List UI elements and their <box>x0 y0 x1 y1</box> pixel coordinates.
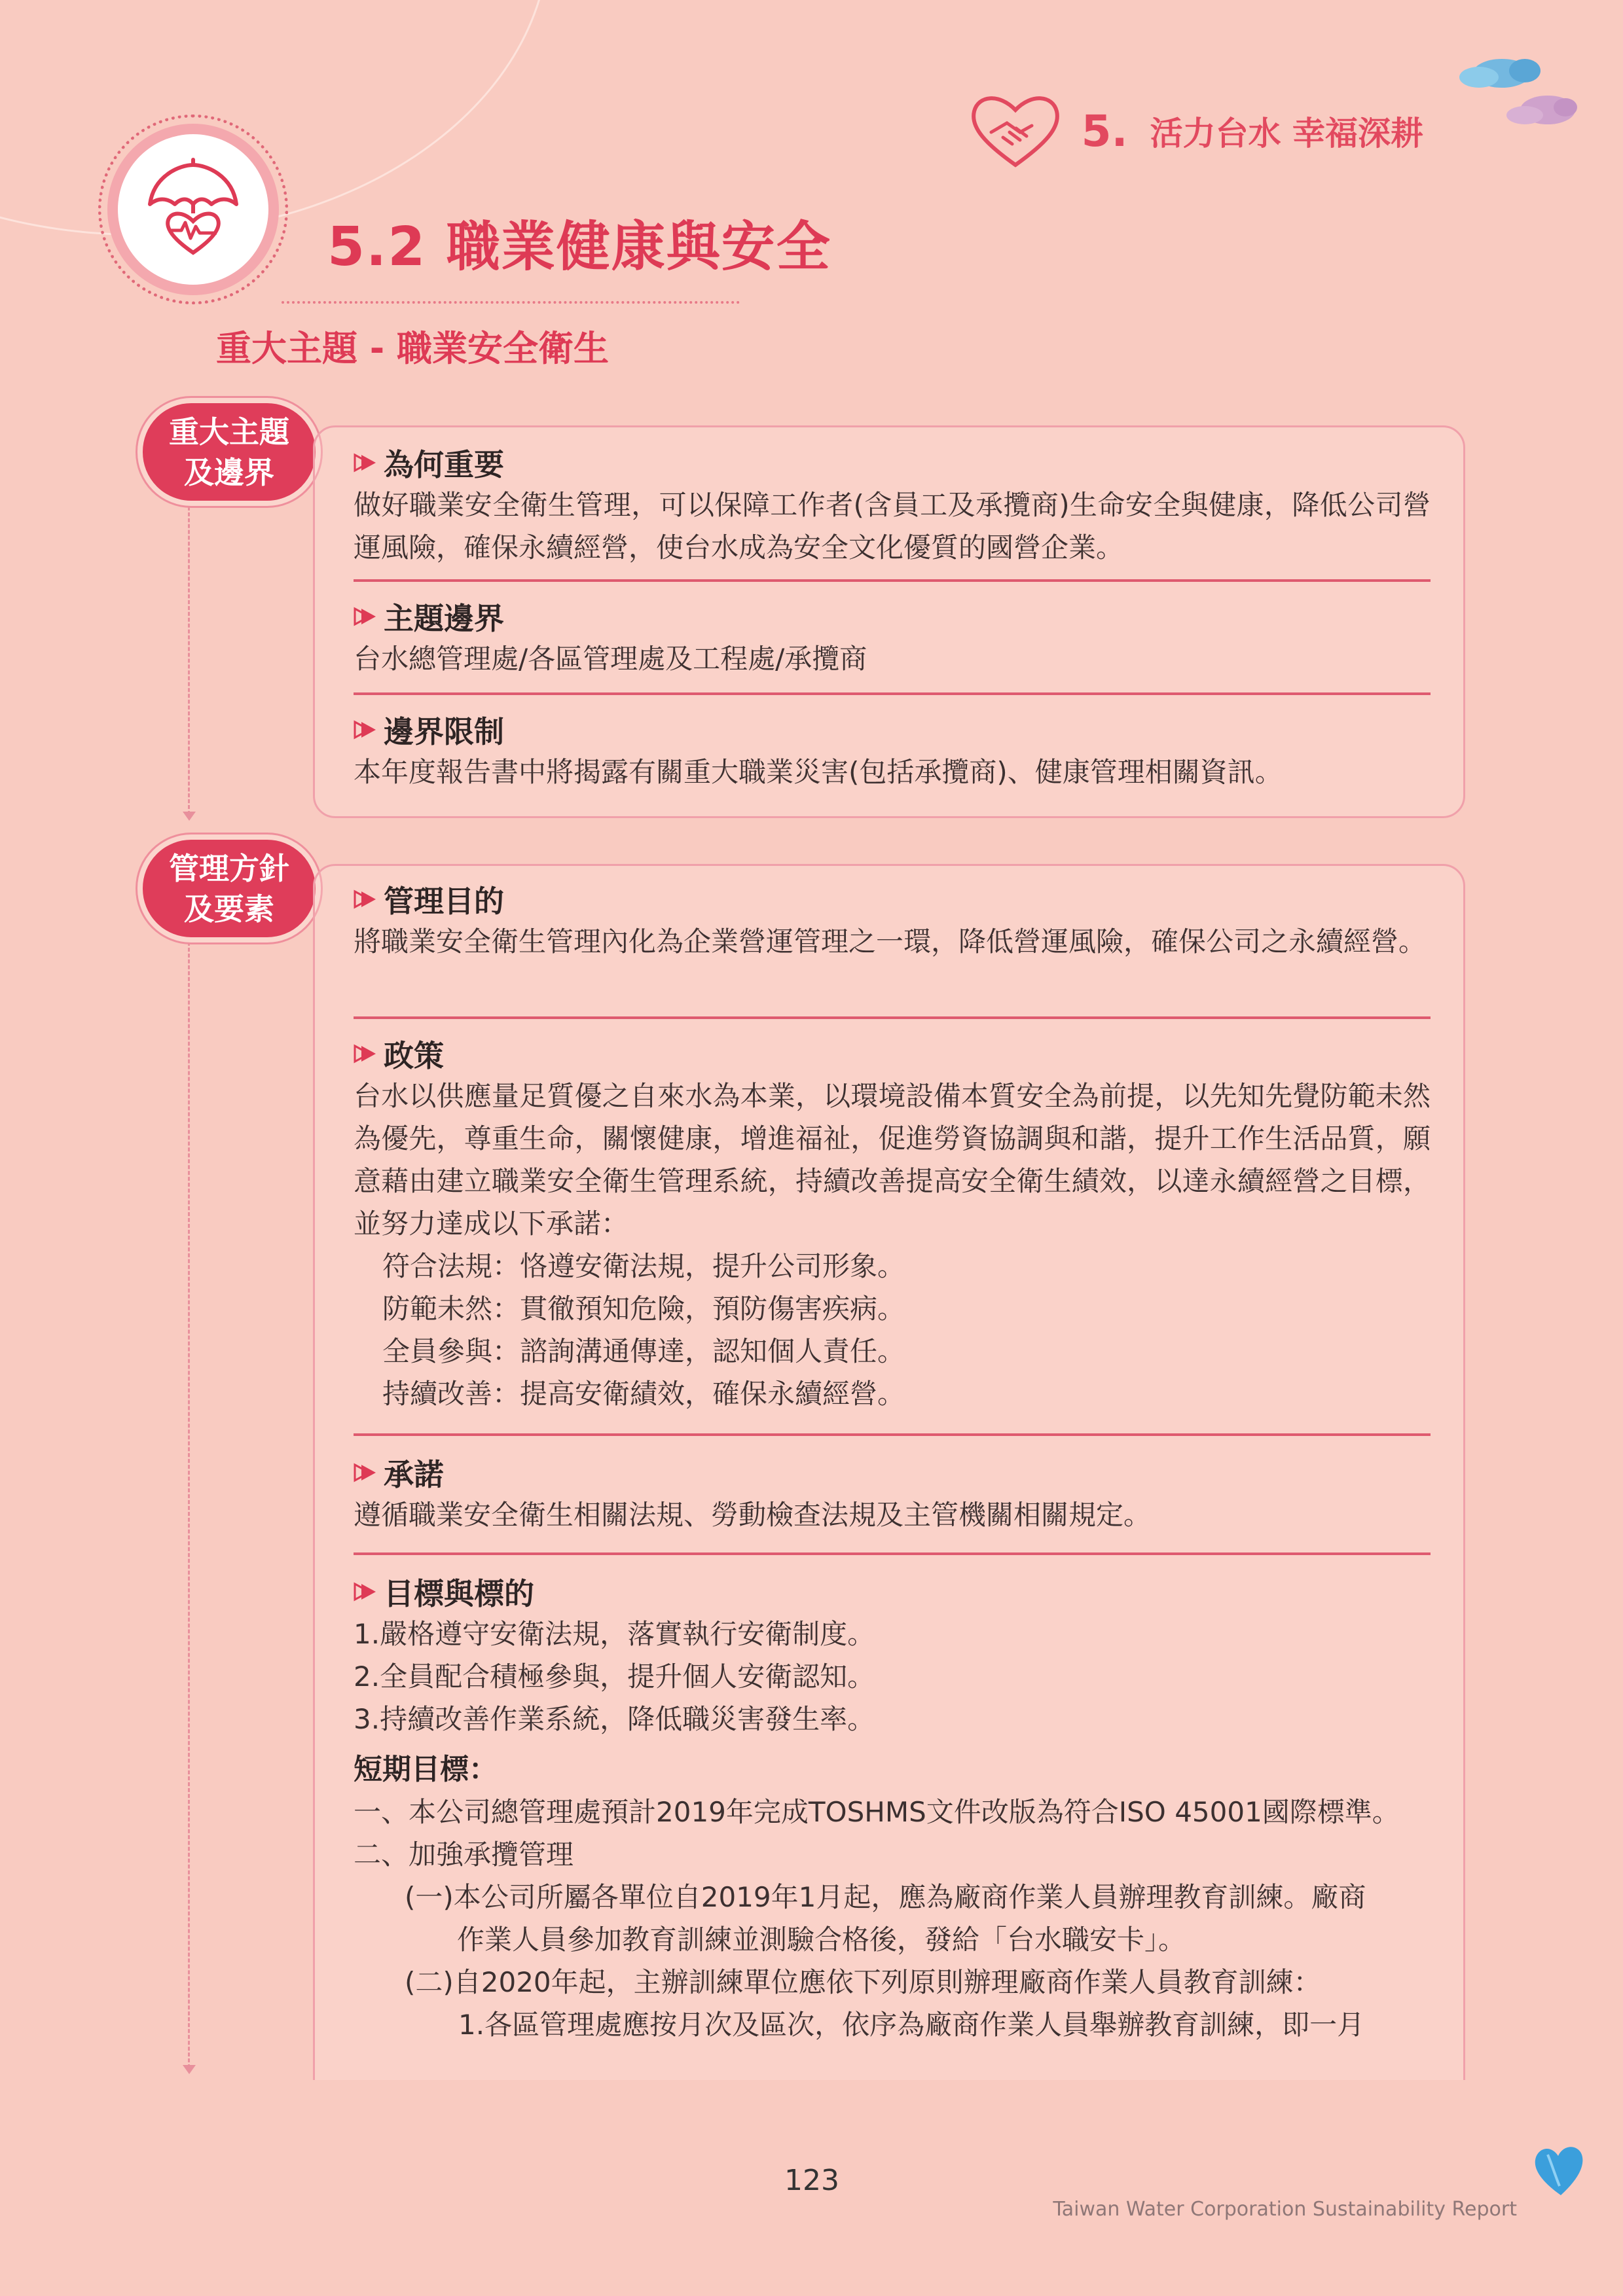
boundary-limit-heading <box>354 709 1431 751</box>
short-term-subitem: (一)本公司所屬各單位自2019年1月起，應為廠商作業人員辦理教育訓練。廠商 <box>405 1881 1366 1913</box>
pill-scope <box>137 398 321 506</box>
goals-title: 目標與標的 <box>384 1576 534 1611</box>
heart-handshake-icon <box>966 92 1065 170</box>
topic-boundary-heading <box>354 596 1431 637</box>
triangle-bullet-icon <box>354 720 376 740</box>
page-number: 123 <box>784 2164 839 2197</box>
pill-scope-line-2: 及邊界 <box>184 454 274 490</box>
boundary-limit-block <box>354 709 1431 793</box>
badge-core <box>118 134 268 285</box>
separator <box>354 579 1431 582</box>
goal-item: 2.全員配合積極參與，提升個人安衛認知。 <box>354 1660 875 1693</box>
timeline-arrow-1 <box>183 812 196 821</box>
purpose-block <box>354 878 1431 963</box>
subtopic-title: 重大主題 - 職業安全衛生 <box>216 328 610 369</box>
goals-block <box>354 1571 1431 2046</box>
page-bottom-mask <box>308 2080 1473 2296</box>
policy-title: 政策 <box>384 1038 444 1073</box>
section-title: 5.2 職業健康與安全 <box>327 216 831 278</box>
chapter-number: 5. <box>1081 105 1128 156</box>
topic-boundary-title: 主題邊界 <box>384 601 504 636</box>
commitment-block <box>354 1452 1431 1536</box>
separator <box>354 1016 1431 1019</box>
pill-policy-line-1: 管理方針 <box>169 850 289 886</box>
policy-item: 防範未然：貫徹預知危險，預防傷害疾病。 <box>382 1293 905 1325</box>
report-name: Taiwan Water Corporation Sustainability Report <box>1053 2198 1517 2221</box>
umbrella-heart-icon <box>141 157 246 262</box>
topic-boundary-block <box>354 596 1431 680</box>
why-important-heading <box>354 442 1431 484</box>
policy-heading <box>354 1033 1431 1075</box>
triangle-bullet-icon <box>354 889 376 909</box>
triangle-bullet-icon <box>354 1582 376 1602</box>
timeline-arrow-2 <box>183 2065 196 2074</box>
why-important-block <box>354 442 1431 569</box>
boundary-limit-text: 本年度報告書中將揭露有關重大職業災害(包括承攬商)、健康管理相關資訊。 <box>354 756 1283 788</box>
policy-text: 台水以供應量足質優之自來水為本業，以環境設備本質安全為前提，以先知先覺防範未然為優先，尊重生命，關懷健康，增進福祉，促進勞資協調與和諧，提升工作生活品質，願意藉由建立職業安全衛生管理系統，持續改善提高安全衛生績效，以達永續經營之目標，並努力達成以下承諾： <box>354 1080 1431 1240</box>
boundary-limit-title: 邊界限制 <box>384 714 504 749</box>
policy-item: 持續改善：提高安衛績效，確保永續經營。 <box>382 1378 905 1410</box>
pill-policy <box>137 834 321 942</box>
separator <box>354 692 1431 695</box>
commitment-title: 承諾 <box>384 1457 444 1492</box>
pill-policy-line-2: 及要素 <box>184 891 274 927</box>
short-term-item: 二、加強承攬管理 <box>354 1839 574 1871</box>
commitment-text: 遵循職業安全衛生相關法規、勞動檢查法規及主管機關相關規定。 <box>354 1499 1152 1531</box>
why-important-title: 為何重要 <box>384 447 504 482</box>
why-important-text: 做好職業安全衛生管理，可以保障工作者(含員工及承攬商)生命安全與健康，降低公司營運風險，確保永續經營，使台水成為安全文化優質的國營企業。 <box>354 489 1431 564</box>
separator <box>354 1433 1431 1436</box>
policy-item: 符合法規：恪遵安衛法規，提升公司形象。 <box>382 1250 905 1282</box>
badge-ring <box>107 124 279 295</box>
separator <box>354 1552 1431 1555</box>
timeline-line-1 <box>188 501 190 815</box>
policy-block <box>354 1033 1431 1415</box>
short-term-label: 短期目標： <box>354 1753 498 1786</box>
triangle-bullet-icon <box>354 1463 376 1482</box>
clouds-icon <box>1381 46 1577 137</box>
policy-item: 全員參與：諮詢溝通傳達，認知個人責任。 <box>382 1335 905 1367</box>
short-term-subsubitem: 1.各區管理處應按月次及區次，依序為廠商作業人員舉辦教育訓練，即一月 <box>458 2009 1365 2041</box>
short-term-subitem: (二)自2020年起，主辦訓練單位應依下列原則辦理廠商作業人員教育訓練： <box>405 1966 1321 1998</box>
heart-icon <box>1528 2140 1587 2199</box>
timeline-line-2 <box>188 936 190 2068</box>
triangle-bullet-icon <box>354 1044 376 1064</box>
panel-edge <box>313 2003 315 2080</box>
topic-boundary-text: 台水總管理處/各區管理處及工程處/承攬商 <box>354 643 867 675</box>
goals-heading <box>354 1571 1431 1613</box>
triangle-bullet-icon <box>354 453 376 473</box>
triangle-bullet-icon <box>354 607 376 626</box>
chapter-title: 活力台水 幸福深耕 <box>1150 115 1423 152</box>
short-term-item: 一、本公司總管理處預計2019年完成TOSHMS文件改版為符合ISO 45001國際標準。 <box>354 1796 1400 1828</box>
pill-scope-line-1: 重大主題 <box>169 414 289 450</box>
purpose-title: 管理目的 <box>384 884 504 919</box>
chapter-header <box>966 92 1423 170</box>
goal-item: 1.嚴格遵守安衛法規，落實執行安衛制度。 <box>354 1618 875 1650</box>
section-badge <box>98 115 288 304</box>
title-dotted-underline <box>282 301 740 304</box>
short-term-subitem-cont: 作業人員參加教育訓練並測驗合格後，發給「台水職安卡」。 <box>457 1924 1186 1956</box>
commitment-heading <box>354 1452 1431 1494</box>
goal-item: 3.持續改善作業系統，降低職災害發生率。 <box>354 1703 875 1735</box>
purpose-text: 將職業安全衛生管理內化為企業營運管理之一環，降低營運風險，確保公司之永續經營。 <box>354 925 1427 958</box>
purpose-heading <box>354 878 1431 920</box>
